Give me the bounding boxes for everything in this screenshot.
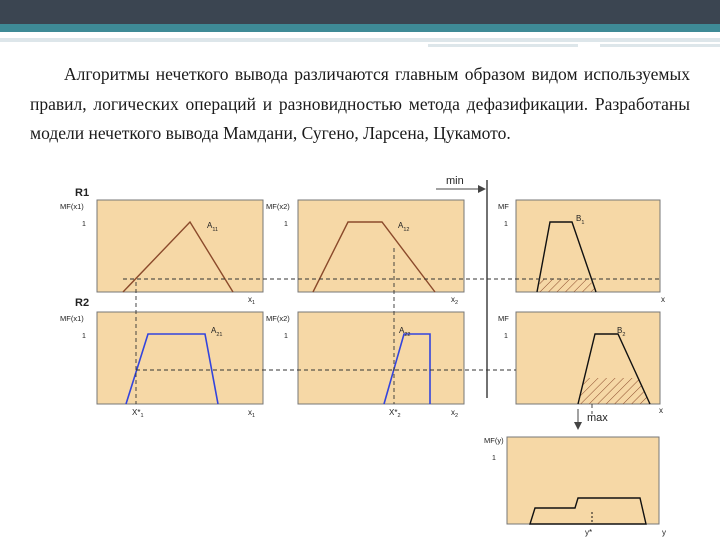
panel-r2-x1 xyxy=(97,312,263,404)
axis-x: x xyxy=(659,406,663,415)
label-a22: $A_{22}$ xyxy=(399,326,411,338)
axis-x1: $x_1$ xyxy=(248,408,256,419)
label-a12: $A_{12}$ xyxy=(398,221,410,233)
axis-x1: $x_1$ xyxy=(248,295,256,306)
axis-x2: $x_2$ xyxy=(451,408,459,419)
slide-paragraph: Алгоритмы нечеткого вывода различаются главным образом видом используемых правил, логических операций и разновидностью метода дефазификации. Разработаны модели нечеткого вывода Мамдани, Сугено, Ларсена, Цукамото. xyxy=(30,64,690,143)
mf-x2-label: MF(x2) xyxy=(266,314,290,323)
mf-label: MF xyxy=(498,314,509,323)
mf-x2-label: MF(x2) xyxy=(266,202,290,211)
axis-y: y xyxy=(662,528,666,537)
label-a11: $A_{11}$ xyxy=(207,221,219,233)
mf-label: MF xyxy=(498,202,509,211)
panel-r1-x1 xyxy=(97,200,263,292)
label-y-star: y* xyxy=(585,528,593,537)
rule-2-label: R2 xyxy=(75,297,90,309)
panel-r1-x2 xyxy=(298,200,464,292)
tick-one: 1 xyxy=(504,333,508,340)
panel-aggregate xyxy=(507,437,659,524)
tick-one: 1 xyxy=(284,221,288,228)
tick-one: 1 xyxy=(82,221,86,228)
tick-one: 1 xyxy=(492,455,496,462)
mf-x1-label: MF(x1) xyxy=(60,314,84,323)
rule-1-label: R1 xyxy=(75,187,90,199)
label-x2-star: $X*_2$ xyxy=(389,408,401,419)
min-label: min xyxy=(446,175,464,187)
label-b1: $B_1$ xyxy=(576,214,585,226)
axis-x2: $x_2$ xyxy=(451,295,459,306)
label-b2: $B_2$ xyxy=(617,326,626,338)
panel-r2-x2 xyxy=(298,312,464,404)
b1-clipped-area xyxy=(537,279,596,292)
mf-x1-label: MF(x1) xyxy=(60,202,84,211)
mf-y-label: MF(y) xyxy=(484,436,504,445)
tick-one: 1 xyxy=(504,221,508,228)
max-label: max xyxy=(587,412,608,424)
tick-one: 1 xyxy=(284,333,288,340)
label-x1-star: $X*_1$ xyxy=(132,408,144,419)
label-a21: $A_{21}$ xyxy=(211,326,223,338)
axis-x: x xyxy=(661,295,665,304)
panel-r1-out xyxy=(516,200,660,292)
tick-one: 1 xyxy=(82,333,86,340)
